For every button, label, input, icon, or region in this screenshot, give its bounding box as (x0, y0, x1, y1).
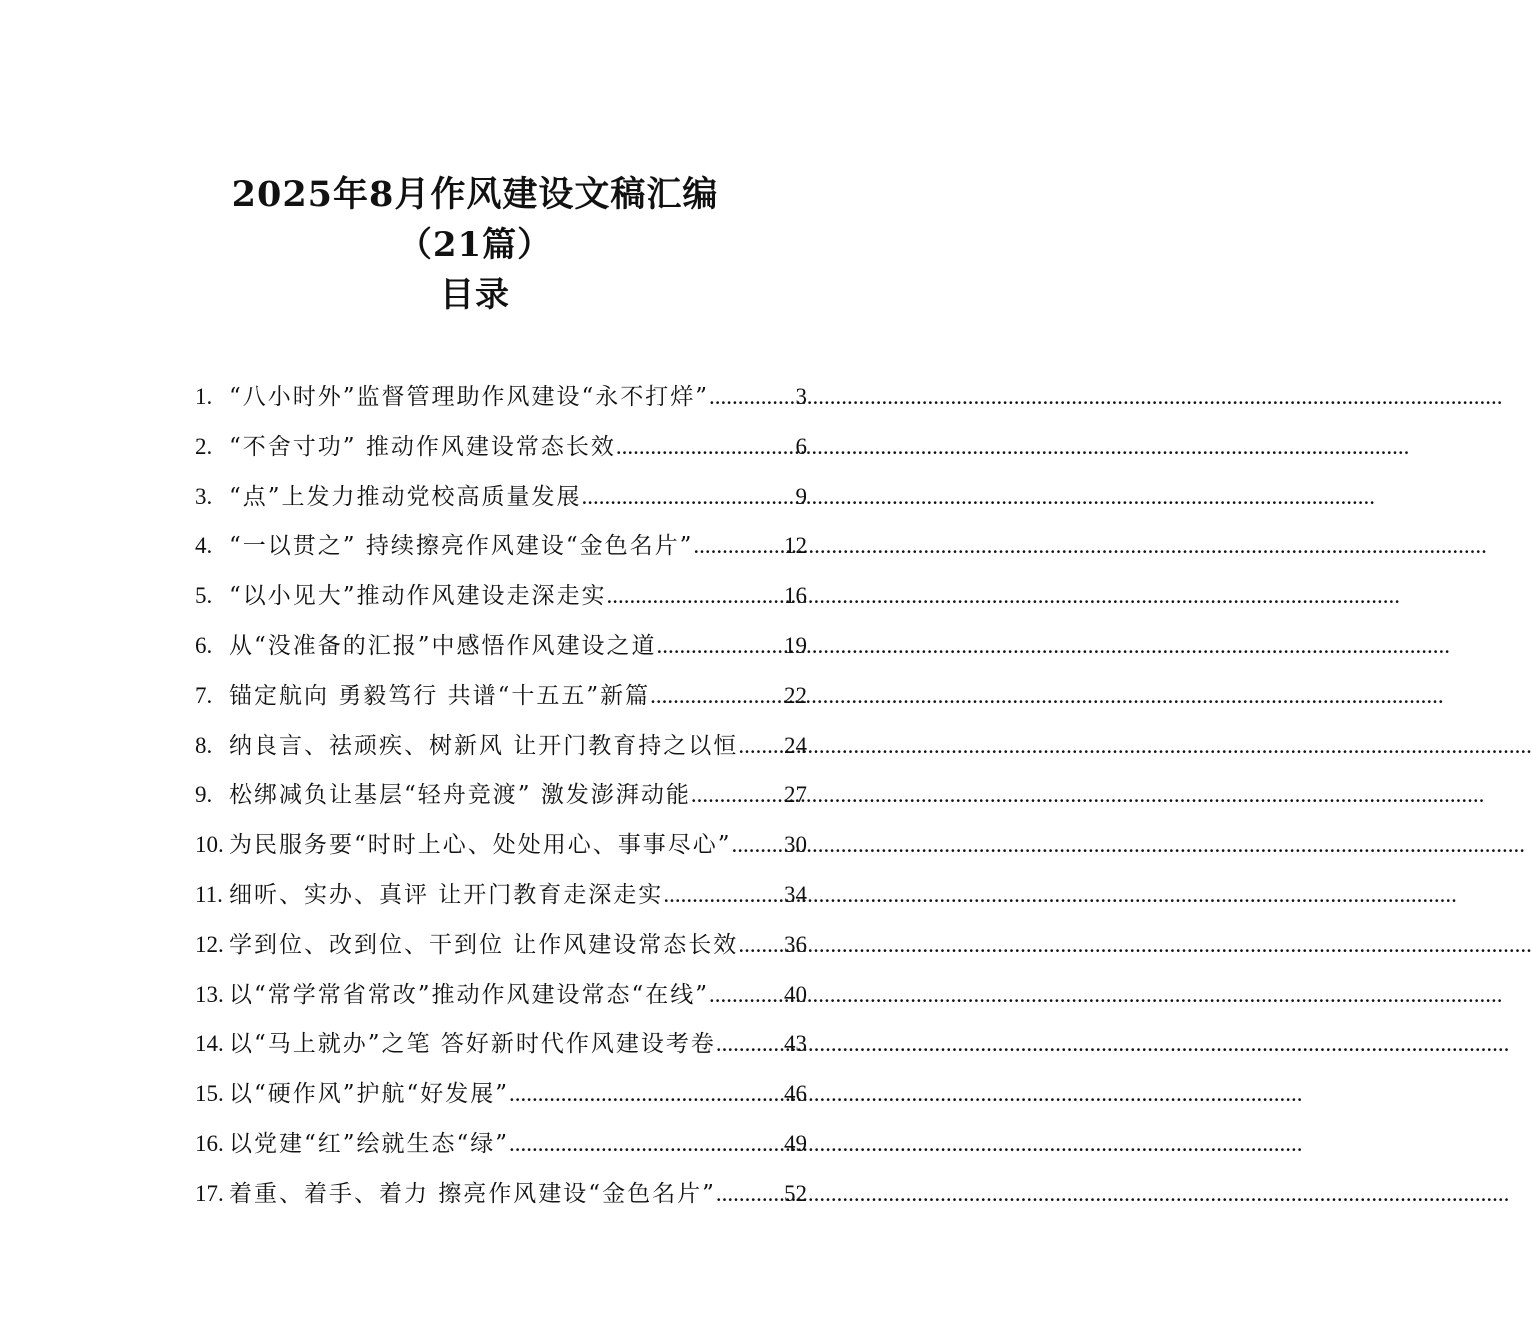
toc-entry-number: 13. (195, 981, 224, 1007)
toc-entry-title: 细听、实办、真评 让开门教育走深走实 (229, 881, 664, 908)
toc-entry-number: 11. (195, 881, 223, 907)
toc-entry-page-number: 27 (784, 782, 807, 808)
toc-leader-dots (738, 733, 784, 759)
toc-entry-title: “一以贯之” 持续擦亮作风建设“金色名片” (229, 533, 694, 560)
toc-entry-page-number: 43 (784, 1031, 807, 1057)
toc-leader-dots (650, 683, 784, 709)
toc-leader-dots (709, 384, 795, 410)
toc-entry-page-number: 19 (784, 632, 807, 658)
toc-entry-title: 以“常学常省常改”推动作风建设常态“在线” (229, 981, 710, 1008)
toc-entry[interactable] (195, 577, 807, 627)
toc-entry[interactable] (195, 926, 807, 976)
toc-entry-page-number: 22 (784, 682, 807, 708)
document-title: 2025年8月作风建设文稿汇编 (231, 174, 719, 215)
toc-entry[interactable] (195, 1075, 807, 1125)
toc-entry-title: “点”上发力推动党校高质量发展 (229, 483, 582, 510)
toc-entry[interactable] (195, 1025, 807, 1075)
toc-leader-dots (582, 484, 796, 510)
toc-entry-number: 7. (195, 682, 213, 708)
toc-entry-page-number: 40 (784, 981, 807, 1007)
title-block (0, 170, 950, 320)
toc-entry-title: 以“硬作风”护航“好发展” (229, 1081, 510, 1108)
toc-entry[interactable] (195, 627, 807, 677)
toc-entry[interactable] (195, 527, 807, 577)
toc-heading: 目录 (440, 275, 510, 315)
toc-entry-number: 8. (195, 732, 213, 758)
toc-leader-dots (693, 533, 784, 559)
toc-entry-title: 锚定航向 勇毅笃行 共谱“十五五”新篇 (229, 682, 651, 709)
toc-leader-dots (509, 1081, 784, 1107)
toc-entry-number: 6. (195, 632, 213, 658)
toc-entry-number: 1. (195, 384, 213, 409)
toc-entry-page-number: 34 (784, 881, 807, 907)
toc-entry-page-number: 30 (784, 832, 807, 858)
toc-entry-page-number: 9 (795, 483, 807, 509)
toc-leader-dots (509, 1131, 784, 1157)
toc-entry-number: 9. (195, 782, 213, 808)
toc-entry-page-number: 3 (795, 384, 807, 409)
toc-entry-page-number: 52 (784, 1180, 807, 1206)
toc-entry-page-number: 49 (784, 1130, 807, 1156)
toc-entry[interactable] (195, 876, 807, 926)
toc-entry[interactable] (195, 1175, 807, 1225)
toc-entry-number: 15. (195, 1081, 224, 1107)
toc-entry-page-number: 6 (795, 433, 807, 459)
toc-entry[interactable] (195, 478, 807, 528)
toc-entry-title: 着重、着手、着力 擦亮作风建设“金色名片” (229, 1180, 716, 1207)
toc-entry[interactable] (195, 378, 807, 428)
toc-entry-title: “以小见大”推动作风建设走深走实 (229, 583, 607, 610)
toc-entry-title: 为民服务要“时时上心、处处用心、事事尽心” (229, 832, 732, 859)
toc-leader-dots (738, 932, 784, 958)
toc-entry-title: 纳良言、祛顽疾、树新风 让开门教育持之以恒 (229, 732, 739, 759)
toc-entry-title: “不舍寸功” 推动作风建设常态长效 (229, 433, 616, 460)
toc-entry[interactable] (195, 976, 807, 1026)
toc-leader-dots (663, 882, 784, 908)
toc-entry-number: 14. (195, 1031, 224, 1057)
toc-entry[interactable] (195, 428, 807, 478)
toc-entry-title: 从“没准备的汇报”中感悟作风建设之道 (229, 632, 657, 659)
toc-entry-number: 10. (195, 832, 224, 858)
toc-entry-number: 5. (195, 583, 213, 609)
toc-entry-page-number: 24 (784, 732, 807, 758)
toc-entry-number: 4. (195, 533, 213, 559)
toc-entry-page-number: 16 (784, 583, 807, 609)
toc-entry-number: 17. (195, 1180, 224, 1206)
document-subtitle: （21篇） (397, 225, 553, 265)
toc-entry[interactable] (195, 1125, 807, 1175)
toc-entry[interactable] (195, 826, 807, 876)
toc-entry[interactable] (195, 677, 807, 727)
table-of-contents (195, 378, 807, 1225)
toc-leader-dots (691, 782, 784, 808)
toc-entry-title: 以党建“红”绘就生态“绿” (229, 1130, 510, 1157)
toc-leader-dots (716, 1031, 784, 1057)
toc-entry-page-number: 36 (784, 931, 807, 957)
toc-leader-dots (657, 633, 784, 659)
toc-entry-number: 12. (195, 931, 224, 957)
toc-leader-dots (716, 1181, 784, 1207)
toc-entry-number: 3. (195, 483, 213, 509)
toc-leader-dots (732, 832, 784, 858)
toc-entry-title: 学到位、改到位、干到位 让作风建设常态长效 (229, 931, 739, 958)
toc-entry-title: “八小时外”监督管理助作风建设“永不打烊” (229, 384, 710, 410)
toc-entry-number: 16. (195, 1130, 224, 1156)
toc-entry-title: 以“马上就办”之笔 答好新时代作风建设考卷 (229, 1031, 716, 1058)
toc-entry-number: 2. (195, 433, 213, 459)
toc-leader-dots (607, 583, 784, 609)
toc-entry[interactable] (195, 727, 807, 777)
toc-entry-title: 松绑减负让基层“轻舟竞渡” 激发澎湃动能 (229, 782, 691, 809)
toc-entry[interactable] (195, 776, 807, 826)
toc-leader-dots (709, 982, 784, 1008)
toc-entry-page-number: 46 (784, 1081, 807, 1107)
toc-entry-page-number: 12 (784, 533, 807, 559)
toc-leader-dots (616, 434, 796, 460)
